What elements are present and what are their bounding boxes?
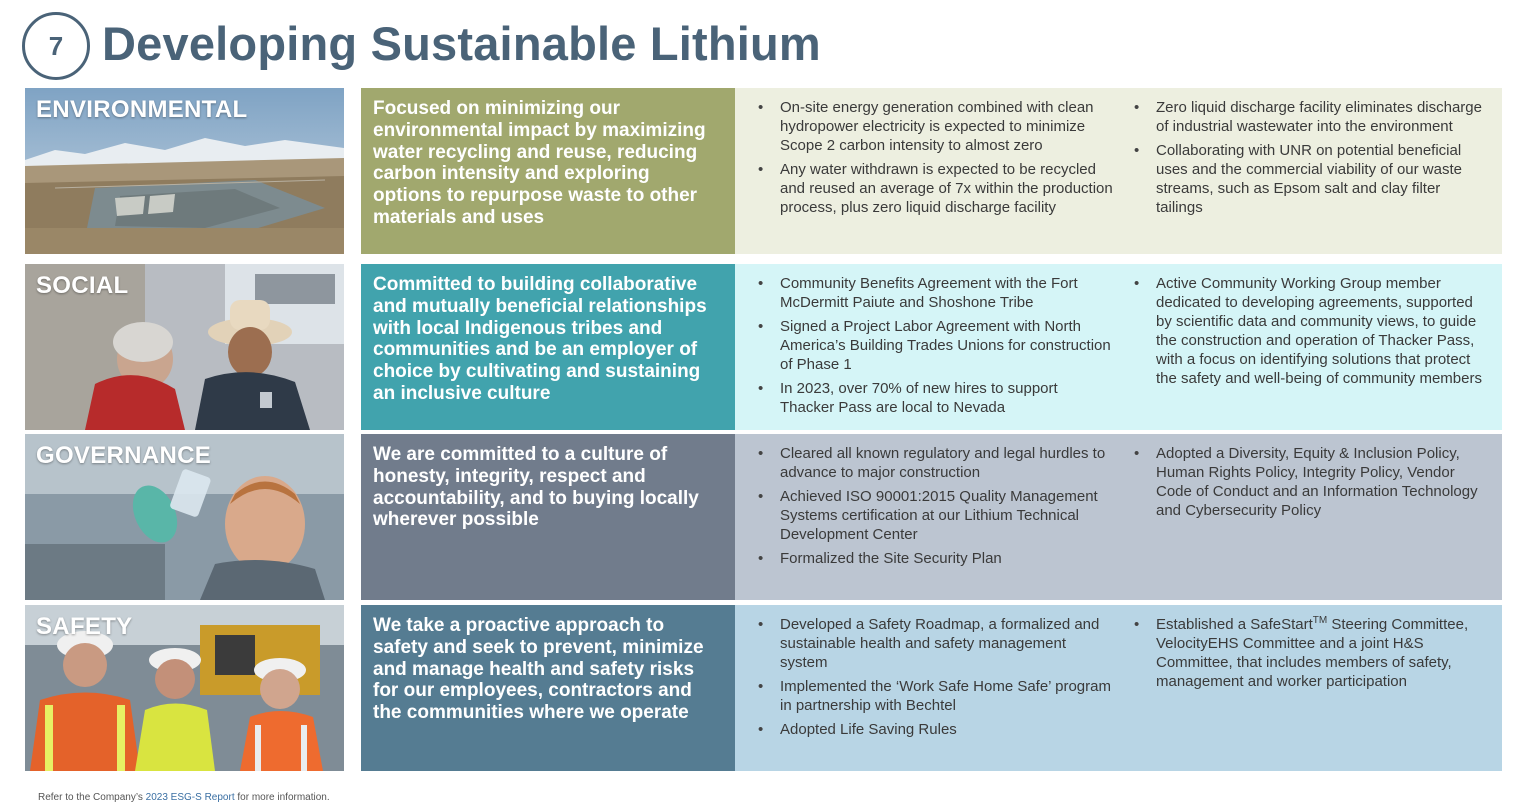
governance-left-column: [755, 444, 1115, 573]
governance-label: GOVERNANCE: [36, 442, 212, 469]
environmental-photo: [25, 88, 344, 254]
list-item: • Achieved ISO 90001:2015 Quality Management Systems certification at our Lithium Technical Development Center: [755, 487, 1115, 544]
list-item: • Signed a Project Labor Agreement with North America’s Building Trades Unions for construction of Phase 1: [755, 317, 1115, 374]
list-item: • Developed a Safety Roadmap, a formalized and sustainable health and safety management system: [755, 615, 1115, 672]
social-summary: Committed to building collaborative and mutually beneficial relationships with local Indigenous tribes and communities and be an employer of choice by cultivating and sustaining an inclusive culture: [361, 264, 735, 430]
trademark-superscript: TM: [1312, 615, 1328, 626]
social-right-column: [1131, 274, 1491, 393]
esg-report-link[interactable]: 2023 ESG-S Report: [145, 792, 235, 803]
committee-text: Steering Committee, VelocityEHS Committee and a joint H&S Committee, that includes members of safety, management and worker participation: [1156, 616, 1469, 690]
safety-label: SAFETY: [36, 613, 133, 640]
list-item: • Adopted Life Saving Rules: [755, 720, 1115, 739]
footer-suffix: for more information.: [234, 792, 330, 803]
list-item: • Zero liquid discharge facility eliminates discharge of industrial wastewater into the environment: [1131, 98, 1491, 136]
environmental-row: [25, 88, 1502, 254]
governance-row: [25, 434, 1502, 600]
environmental-left-column: [755, 98, 1115, 222]
list-item: • Cleared all known regulatory and legal hurdles to advance to major construction: [755, 444, 1115, 482]
list-item: • Collaborating with UNR on potential beneficial uses and the commercial viability of our waste streams, such as Epsom salt and clay filter tailings: [1131, 141, 1491, 217]
page-number-badge: 7: [22, 12, 90, 80]
governance-photo: [25, 434, 344, 600]
list-item: • Active Community Working Group member dedicated to developing agreements, supported by scientific data and community views, to guide the construction and operation of Thacker Pass, with a focus on identifying solutions that protect the safety and well-being of community members: [1131, 274, 1491, 388]
list-item: • Community Benefits Agreement with the Fort McDermitt Paiute and Shoshone Tribe: [755, 274, 1115, 312]
list-item: • Formalized the Site Security Plan: [755, 549, 1115, 568]
safety-summary: We take a proactive approach to safety and seek to prevent, minimize and manage health and safety risks for our employees, contractors and the communities where we operate: [361, 605, 735, 771]
social-row: [25, 264, 1502, 430]
environmental-right-column: [1131, 98, 1491, 222]
list-item: • In 2023, over 70% of new hires to support Thacker Pass are local to Nevada: [755, 379, 1115, 417]
list-item: • Implemented the ‘Work Safe Home Safe’ program in partnership with Bechtel: [755, 677, 1115, 715]
environmental-summary: Focused on minimizing our environmental impact by maximizing water recycling and reuse, reducing carbon intensity and exploring options to repurpose waste to other materials and uses: [361, 88, 735, 254]
list-item: [1131, 615, 1491, 691]
social-label: SOCIAL: [36, 272, 129, 299]
safety-photo: [25, 605, 344, 771]
footer-note: [38, 792, 330, 803]
page-title: Developing Sustainable Lithium: [102, 17, 821, 70]
environmental-details: [735, 88, 1502, 254]
list-item: • On-site energy generation combined with clean hydropower electricity is expected to minimize Scope 2 carbon intensity to almost zero: [755, 98, 1115, 155]
social-details: [735, 264, 1502, 430]
safety-right-column: [1131, 615, 1491, 696]
social-photo: [25, 264, 344, 430]
footer-prefix: Refer to the Company’s: [38, 792, 146, 803]
social-left-column: [755, 274, 1115, 422]
governance-summary: We are committed to a culture of honesty, integrity, respect and accountability, and to buying locally wherever possible: [361, 434, 735, 600]
safety-row: [25, 605, 1502, 771]
governance-right-column: [1131, 444, 1491, 525]
governance-details: [735, 434, 1502, 600]
safety-left-column: [755, 615, 1115, 744]
safety-details: [735, 605, 1502, 771]
list-item: • Any water withdrawn is expected to be recycled and reused an average of 7x within the production process, plus zero liquid discharge facility: [755, 160, 1115, 217]
environmental-label: ENVIRONMENTAL: [36, 96, 248, 123]
safestart-text: Established a SafeStart: [1156, 616, 1313, 633]
list-item: • Adopted a Diversity, Equity & Inclusion Policy, Human Rights Policy, Integrity Policy, Vendor Code of Conduct and an Information Technology and Cybersecurity Policy: [1131, 444, 1491, 520]
